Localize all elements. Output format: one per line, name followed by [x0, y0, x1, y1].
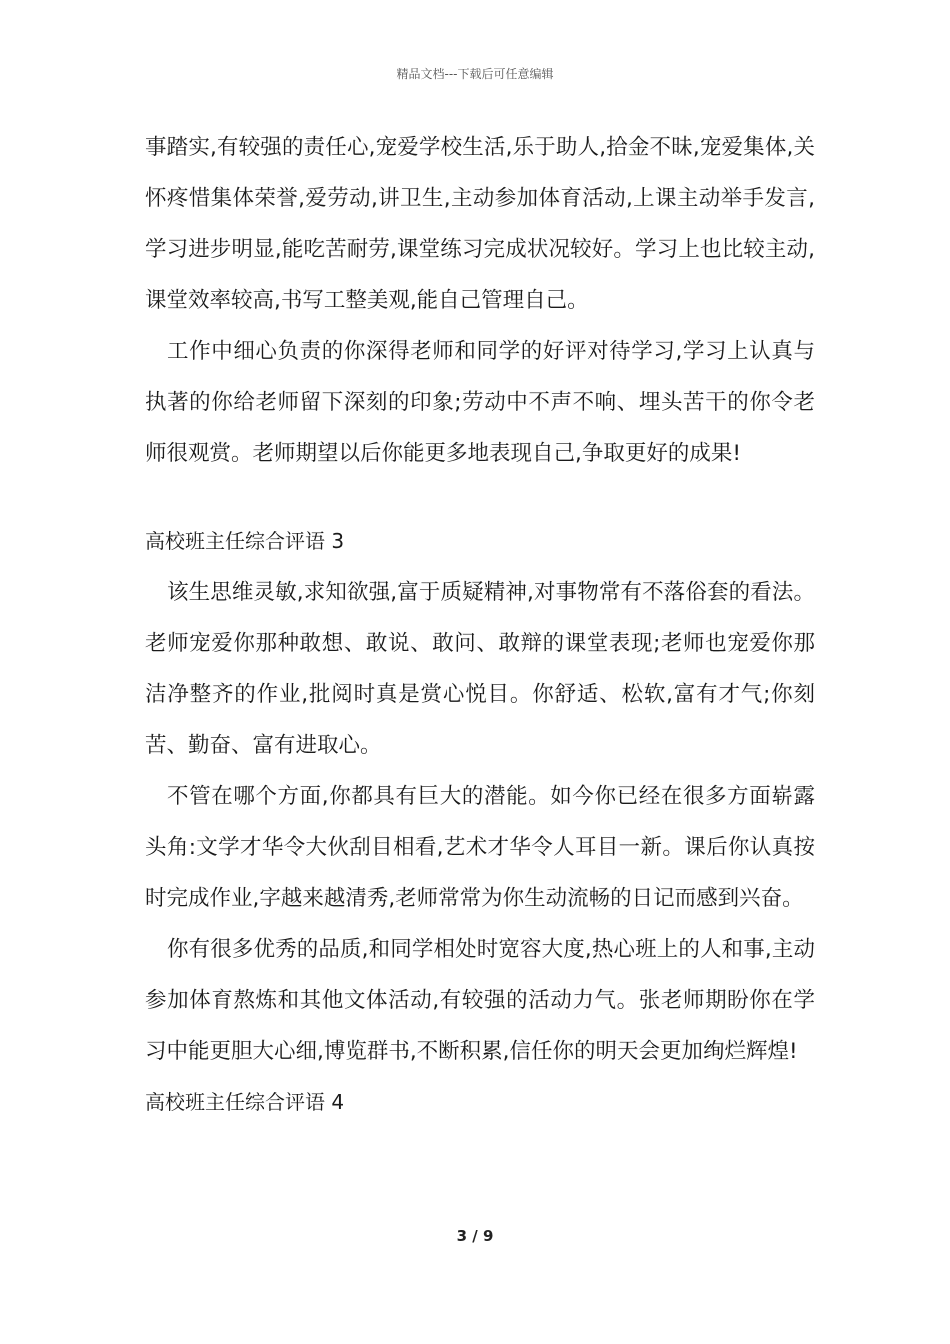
paragraph-4: 不管在哪个方面,你都具有巨大的潜能。如今你已经在很多方面崭露头角:文学才华令大伙刮目相看,艺术才华令人耳目一新。课后你认真按时完成作业,字越来越清秀,老师常常为你生动流畅的日记而感到兴奋。 [145, 784, 815, 911]
page-header: 精品文档---下载后可任意编辑 [396, 67, 554, 81]
page-number: 3 / 9 [456, 1227, 494, 1245]
section-heading-4: 高校班主任综合评语 4 [145, 1090, 345, 1114]
section-heading-3: 高校班主任综合评语 3 [145, 529, 345, 553]
paragraph-3: 该生思维灵敏,求知欲强,富于质疑精神,对事物常有不落俗套的看法。老师宠爱你那种敢想、敢说、敢问、敢辩的课堂表现;老师也宠爱你那洁净整齐的作业,批阅时真是赏心悦目。你舒适、松软,富有才气;你刻苦、勤奋、富有进取心。 [145, 580, 815, 758]
paragraph-2: 工作中细心负责的你深得老师和同学的好评对待学习,学习上认真与执著的你给老师留下深刻的印象;劳动中不声不响、埋头苦干的你令老师很观赏。老师期望以后你能更多地表现自己,争取更好的成果! [145, 339, 815, 466]
document-body [145, 122, 815, 1128]
paragraph-5: 你有很多优秀的品质,和同学相处时宽容大度,热心班上的人和事,主动参加体育熬炼和其他文体活动,有较强的活动力气。张老师期盼你在学习中能更胆大心细,博览群书,不断积累,信任你的明天会更加绚烂辉煌! [145, 937, 815, 1064]
section-spacer [145, 479, 815, 516]
paragraph-1: 事踏实,有较强的责任心,宠爱学校生活,乐于助人,拾金不昧,宠爱集体,关怀疼惜集体荣誉,爱劳动,讲卫生,主动参加体育活动,上课主动举手发言,学习进步明显,能吃苦耐劳,课堂练习完成状况较好。学习上也比较主动,课堂效率较高,书写工整美观,能自己管理自己。 [145, 135, 815, 313]
